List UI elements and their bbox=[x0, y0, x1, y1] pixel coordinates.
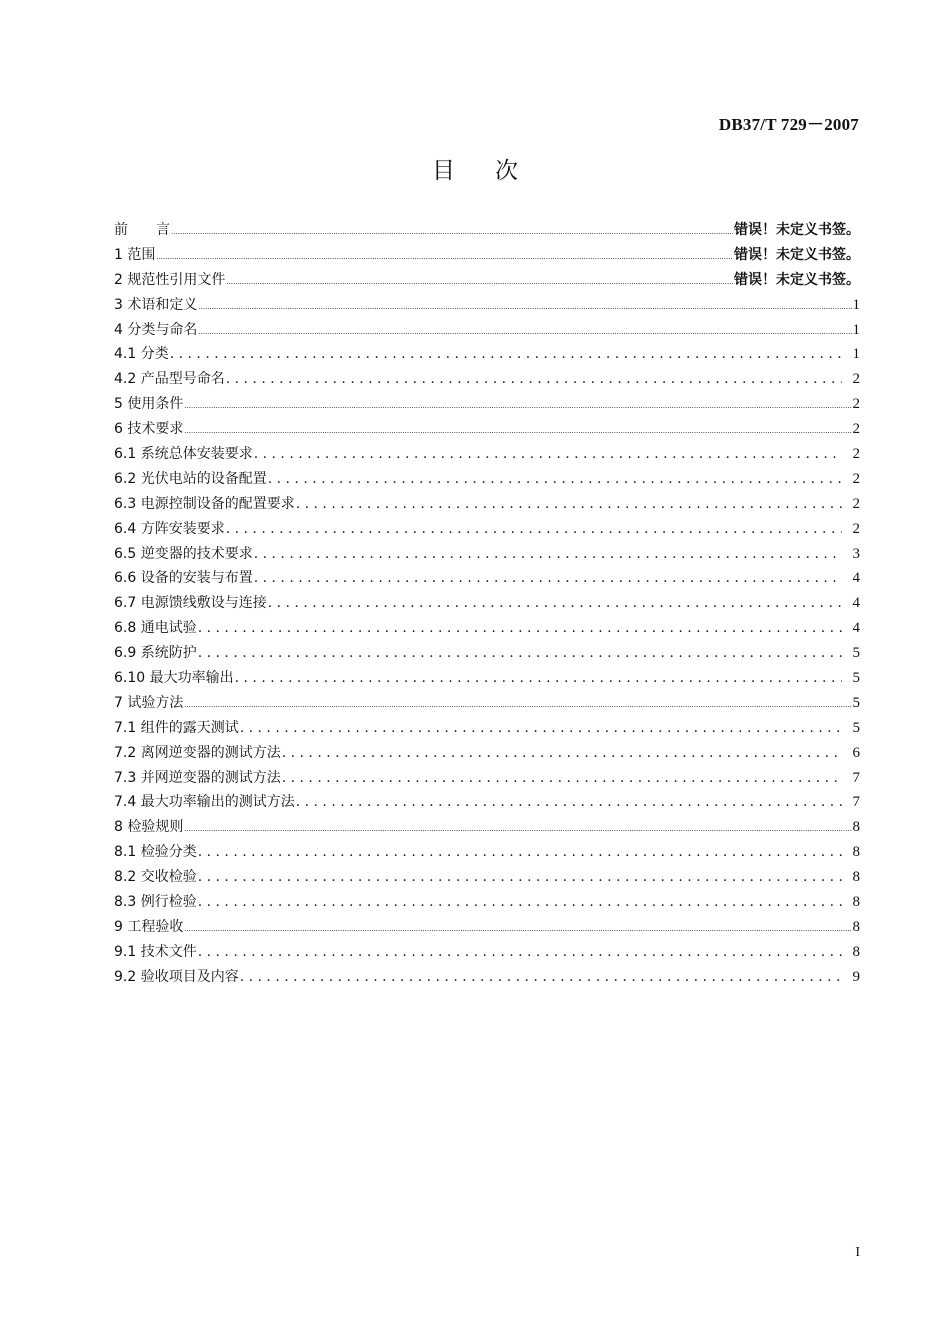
dot-leader bbox=[254, 546, 842, 562]
toc-entry[interactable] bbox=[114, 791, 860, 816]
toc-entry-page: 7 bbox=[852, 769, 860, 786]
toc-entry[interactable] bbox=[114, 543, 860, 568]
toc-entry[interactable] bbox=[114, 393, 860, 418]
toc-entry-label: 6.2 光伏电站的设备配置 bbox=[114, 470, 267, 487]
toc-entry[interactable] bbox=[114, 443, 860, 468]
dot-leader bbox=[198, 944, 842, 960]
toc-entry-page: 5 bbox=[852, 645, 860, 662]
toc-entry[interactable] bbox=[114, 841, 860, 866]
toc-entry-label: 4.1 分类 bbox=[114, 346, 169, 363]
toc-entry[interactable] bbox=[114, 592, 860, 617]
footer-page-number: I bbox=[855, 1245, 860, 1260]
dot-leader bbox=[226, 371, 842, 387]
dot-leader bbox=[184, 396, 851, 412]
toc-entry[interactable] bbox=[114, 642, 860, 667]
toc-entry[interactable] bbox=[114, 742, 860, 767]
toc-entry-page: 5 bbox=[852, 719, 860, 736]
toc-entry[interactable] bbox=[114, 294, 860, 319]
dot-leader bbox=[282, 745, 842, 761]
dot-leader bbox=[171, 222, 733, 238]
toc-entry-page: 8 bbox=[852, 869, 860, 886]
dot-leader bbox=[184, 695, 851, 711]
toc-entry-page: 6 bbox=[852, 744, 860, 761]
toc-entry[interactable] bbox=[114, 567, 860, 592]
toc-entry-label: 6.8 通电试验 bbox=[114, 620, 197, 637]
dot-leader bbox=[156, 247, 733, 263]
toc-entry[interactable] bbox=[114, 244, 860, 269]
dot-leader bbox=[198, 297, 851, 313]
toc-entry[interactable] bbox=[114, 518, 860, 543]
toc-title-char-2: 次 bbox=[495, 158, 518, 184]
dot-leader bbox=[184, 421, 851, 437]
toc-entry-page: 7 bbox=[852, 794, 860, 811]
toc-entry[interactable] bbox=[114, 418, 860, 443]
toc-entry-label: 8.1 检验分类 bbox=[114, 844, 197, 861]
toc-entry-page: 1 bbox=[852, 321, 860, 338]
toc-entry-page: 2 bbox=[852, 495, 860, 512]
toc-entry-page: 9 bbox=[852, 968, 860, 985]
toc-entry-label: 8 检验规则 bbox=[114, 819, 184, 836]
document-code: DB37/T 729－2007 bbox=[718, 115, 859, 134]
toc-entry-label: 3 术语和定义 bbox=[114, 296, 198, 313]
toc-entry-label: 2 规范性引用文件 bbox=[114, 271, 226, 288]
toc-entry[interactable] bbox=[114, 816, 860, 841]
dot-leader bbox=[198, 844, 842, 860]
toc-entry[interactable] bbox=[114, 368, 860, 393]
dot-leader bbox=[268, 471, 842, 487]
toc-entry-label: 6.10 最大功率输出 bbox=[114, 670, 234, 687]
toc-entry-page: 8 bbox=[852, 844, 860, 861]
toc-entry-page: 5 bbox=[852, 694, 860, 711]
dot-leader bbox=[198, 322, 851, 338]
toc-title-char-1: 目 bbox=[432, 158, 455, 184]
toc-entry-label: 7.3 并网逆变器的测试方法 bbox=[114, 769, 281, 786]
toc-entry-label: 前 言 bbox=[114, 222, 170, 238]
table-of-contents bbox=[114, 219, 860, 991]
toc-entry-page: 2 bbox=[852, 446, 860, 463]
toc-entry-label: 7.2 离网逆变器的测试方法 bbox=[114, 744, 281, 761]
toc-entry[interactable] bbox=[114, 343, 860, 368]
toc-entry-page: 3 bbox=[852, 545, 860, 562]
toc-entry-label: 6.9 系统防护 bbox=[114, 645, 197, 662]
toc-entry-error: 错误！未定义书签。 bbox=[734, 222, 860, 238]
toc-entry[interactable] bbox=[114, 891, 860, 916]
toc-entry-label: 7.1 组件的露天测试 bbox=[114, 719, 239, 736]
toc-entry[interactable] bbox=[114, 941, 860, 966]
toc-entry-label: 4 分类与命名 bbox=[114, 321, 198, 338]
toc-entry[interactable] bbox=[114, 866, 860, 891]
dot-leader bbox=[296, 794, 842, 810]
toc-entry-label: 6.7 电源馈线敷设与连接 bbox=[114, 595, 267, 612]
toc-entry-page: 2 bbox=[852, 470, 860, 487]
dot-leader bbox=[170, 346, 842, 362]
dot-leader bbox=[198, 620, 842, 636]
toc-entry[interactable] bbox=[114, 717, 860, 742]
toc-entry[interactable] bbox=[114, 966, 860, 991]
toc-entry[interactable] bbox=[114, 468, 860, 493]
toc-entry-page: 1 bbox=[852, 296, 860, 313]
dot-leader bbox=[282, 770, 842, 786]
dot-leader bbox=[254, 570, 842, 586]
toc-entry-label: 8.2 交收检验 bbox=[114, 869, 197, 886]
toc-entry[interactable] bbox=[114, 667, 860, 692]
toc-entry-page: 2 bbox=[852, 520, 860, 537]
toc-entry-page: 1 bbox=[852, 346, 860, 363]
toc-entry-label: 1 范围 bbox=[114, 246, 156, 263]
toc-entry-label: 7.4 最大功率输出的测试方法 bbox=[114, 794, 295, 811]
toc-entry-page: 2 bbox=[852, 421, 860, 438]
toc-entry[interactable] bbox=[114, 319, 860, 344]
toc-entry-page: 2 bbox=[852, 371, 860, 388]
toc-entry-label: 9.1 技术文件 bbox=[114, 943, 197, 960]
toc-entry[interactable] bbox=[114, 269, 860, 294]
dot-leader bbox=[254, 446, 842, 462]
toc-entry-page: 4 bbox=[852, 595, 860, 612]
dot-leader bbox=[240, 720, 842, 736]
toc-entry-page: 4 bbox=[852, 620, 860, 637]
toc-entry-label: 6.5 逆变器的技术要求 bbox=[114, 545, 253, 562]
toc-entry-page: 2 bbox=[852, 396, 860, 413]
toc-entry-page: 8 bbox=[852, 819, 860, 836]
toc-entry[interactable] bbox=[114, 692, 860, 717]
dot-leader bbox=[240, 969, 842, 985]
toc-entry-label: 6 技术要求 bbox=[114, 421, 184, 438]
toc-entry[interactable] bbox=[114, 767, 860, 792]
dot-leader bbox=[226, 272, 733, 288]
toc-entry-label: 6.3 电源控制设备的配置要求 bbox=[114, 495, 295, 512]
toc-entry-label: 6.4 方阵安装要求 bbox=[114, 520, 225, 537]
toc-entry[interactable] bbox=[114, 219, 860, 244]
toc-entry-page: 8 bbox=[852, 918, 860, 935]
toc-entry-page: 8 bbox=[852, 943, 860, 960]
toc-entry-label: 6.1 系统总体安装要求 bbox=[114, 446, 253, 463]
toc-entry-page: 5 bbox=[852, 670, 860, 687]
toc-entry-label: 8.3 例行检验 bbox=[114, 894, 197, 911]
toc-entry-label: 9 工程验收 bbox=[114, 918, 184, 935]
dot-leader bbox=[198, 645, 842, 661]
dot-leader bbox=[184, 919, 851, 935]
dot-leader bbox=[268, 595, 842, 611]
dot-leader bbox=[184, 819, 851, 835]
toc-title bbox=[0, 152, 950, 185]
toc-entry-page: 8 bbox=[852, 894, 860, 911]
toc-entry-error: 错误！未定义书签。 bbox=[734, 271, 860, 288]
toc-entry-error: 错误！未定义书签。 bbox=[734, 246, 860, 263]
dot-leader bbox=[296, 496, 842, 512]
toc-entry-page: 4 bbox=[852, 570, 860, 587]
dot-leader bbox=[226, 521, 842, 537]
toc-entry-label: 9.2 验收项目及内容 bbox=[114, 968, 239, 985]
toc-entry-label: 4.2 产品型号命名 bbox=[114, 371, 225, 388]
toc-entry-label: 6.6 设备的安装与布置 bbox=[114, 570, 253, 587]
toc-entry[interactable] bbox=[114, 493, 860, 518]
toc-entry[interactable] bbox=[114, 617, 860, 642]
toc-entry-label: 5 使用条件 bbox=[114, 396, 184, 413]
dot-leader bbox=[235, 670, 842, 686]
dot-leader bbox=[198, 894, 842, 910]
dot-leader bbox=[198, 869, 842, 885]
toc-entry[interactable] bbox=[114, 916, 860, 941]
toc-entry-label: 7 试验方法 bbox=[114, 694, 184, 711]
